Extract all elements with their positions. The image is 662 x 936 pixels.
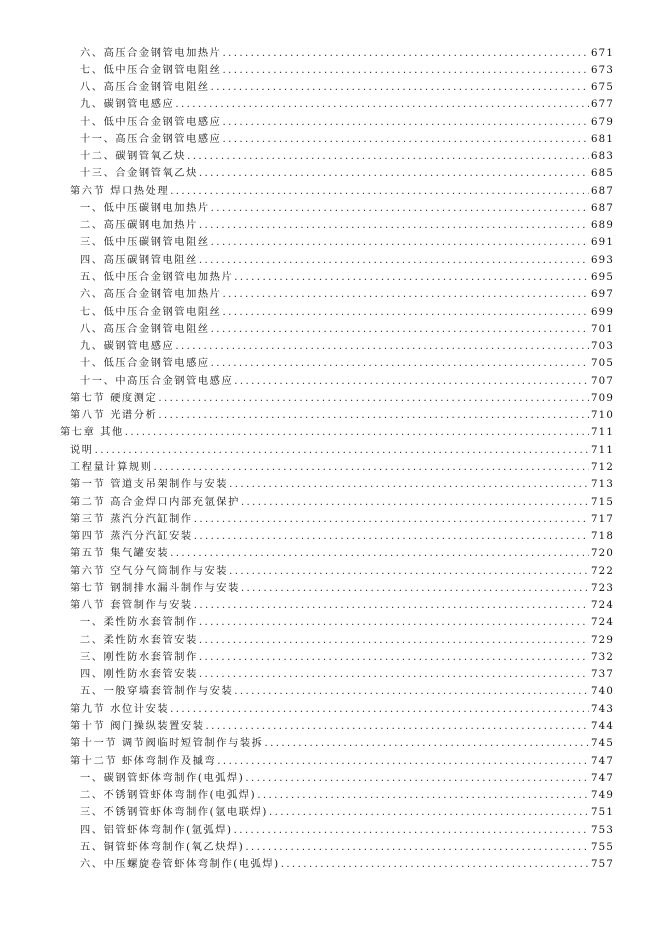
toc-dot-leader bbox=[199, 632, 589, 649]
toc-entry-title: 八、高压合金钢管电阻丝 bbox=[80, 323, 210, 335]
toc-entry-title: 第七节 硬度测定 bbox=[70, 392, 158, 404]
toc-entry bbox=[70, 753, 614, 770]
toc-entry bbox=[80, 96, 614, 113]
toc-entry-page: 691 bbox=[590, 237, 614, 249]
toc-entry bbox=[80, 787, 614, 804]
toc-dot-leader bbox=[199, 666, 589, 683]
toc-entry bbox=[80, 45, 614, 62]
toc-dot-leader bbox=[206, 718, 589, 735]
toc-entry-page: 743 bbox=[590, 703, 614, 715]
toc-entry-title: 七、低中压合金钢管电阻丝 bbox=[80, 64, 222, 76]
toc-entry-page: 699 bbox=[590, 306, 614, 318]
toc-entry-title: 第一节 管道支吊架制作与安装 bbox=[70, 479, 229, 491]
toc-entry bbox=[70, 442, 614, 459]
toc-entry bbox=[80, 165, 614, 182]
toc-entry-title: 六、高压合金钢管电加热片 bbox=[80, 289, 222, 301]
toc-entry-page: 679 bbox=[590, 116, 614, 128]
toc-entry-page: 747 bbox=[590, 772, 614, 784]
toc-dot-leader bbox=[199, 165, 589, 182]
toc-entry-page: 687 bbox=[590, 185, 614, 197]
toc-dot-leader bbox=[194, 528, 589, 545]
toc-entry-page: 744 bbox=[590, 721, 614, 733]
toc-entry-title: 十二、碳钢管氧乙炔 bbox=[80, 151, 187, 163]
toc-entry bbox=[70, 528, 614, 545]
toc-dot-leader bbox=[170, 701, 589, 718]
toc-entry bbox=[80, 252, 614, 269]
toc-dot-leader bbox=[199, 614, 589, 631]
toc-entry-title: 九、碳钢管电感应 bbox=[80, 341, 175, 353]
toc-entry-page: 745 bbox=[590, 738, 614, 750]
toc-entry-page: 751 bbox=[590, 807, 614, 819]
toc-entry-page: 749 bbox=[590, 790, 614, 802]
toc-entry bbox=[70, 563, 614, 580]
toc-entry-title: 第五节 集气罐安装 bbox=[70, 548, 170, 560]
toc-entry-title: 第六节 空气分气筒制作与安装 bbox=[70, 565, 229, 577]
toc-entry-title: 七、低中压合金钢管电阻丝 bbox=[80, 306, 222, 318]
toc-entry-title: 二、高压碳钢电加热片 bbox=[80, 220, 198, 232]
toc-entry bbox=[70, 390, 614, 407]
toc-entry bbox=[70, 476, 614, 493]
toc-dot-leader bbox=[217, 753, 589, 770]
toc-entry-page: 697 bbox=[590, 289, 614, 301]
toc-dot-leader bbox=[222, 114, 589, 131]
toc-dot-leader bbox=[187, 148, 589, 165]
toc-dot-leader bbox=[241, 580, 589, 597]
toc-entry-page: 681 bbox=[590, 133, 614, 145]
toc-dot-leader bbox=[211, 79, 589, 96]
toc-entry bbox=[80, 131, 614, 148]
toc-entry bbox=[80, 770, 614, 787]
toc-entry-title: 四、铝管虾体弯制作(氩弧焊) bbox=[80, 824, 233, 836]
toc-entry-page: 757 bbox=[590, 859, 614, 871]
toc-entry-title: 说明 bbox=[70, 444, 94, 456]
toc-entry bbox=[80, 217, 614, 234]
toc-entry-page: 715 bbox=[590, 496, 614, 508]
toc-entry-title: 二、不锈钢管虾体弯制作(电弧焊) bbox=[80, 790, 257, 802]
toc-entry-title: 十一、高压合金钢管电感应 bbox=[80, 133, 222, 145]
toc-dot-leader bbox=[175, 96, 589, 113]
toc-entry-page: 693 bbox=[590, 254, 614, 266]
toc-entry-title: 三、不锈钢管虾体弯制作(氩电联焊) bbox=[80, 807, 268, 819]
toc-entry bbox=[70, 580, 614, 597]
toc-entry-title: 四、刚性防水套管安装 bbox=[80, 669, 198, 681]
toc-entry-title: 十三、合金钢管氧乙炔 bbox=[80, 168, 198, 180]
toc-dot-leader bbox=[234, 373, 589, 390]
toc-entry bbox=[70, 494, 614, 511]
toc-entry-page: 711 bbox=[590, 444, 614, 456]
toc-entry bbox=[80, 822, 614, 839]
toc-dot-leader bbox=[199, 649, 589, 666]
toc-entry-page: 687 bbox=[590, 202, 614, 214]
toc-entry bbox=[80, 355, 614, 372]
toc-entry bbox=[80, 804, 614, 821]
toc-dot-leader bbox=[125, 424, 589, 441]
toc-dot-leader bbox=[95, 442, 589, 459]
toc-entry-title: 工程量计算规则 bbox=[70, 461, 153, 473]
toc-entry-title: 第八节 套管制作与安装 bbox=[70, 600, 193, 612]
toc-entry-title: 四、高压碳钢管电阻丝 bbox=[80, 254, 198, 266]
toc-entry-title: 六、中压螺旋卷管虾体弯制作(电弧焊) bbox=[80, 859, 280, 871]
toc-entry-title: 三、低中压碳钢管电阻丝 bbox=[80, 237, 210, 249]
toc-entry-title: 六、高压合金钢管电加热片 bbox=[80, 47, 222, 59]
toc-entry bbox=[80, 114, 614, 131]
toc-entry-page: 677 bbox=[590, 99, 614, 111]
toc-entry-title: 第九节 水位计安装 bbox=[70, 703, 170, 715]
toc-entry-page: 675 bbox=[590, 82, 614, 94]
toc-entry-page: 701 bbox=[590, 323, 614, 335]
toc-entry-title: 八、高压合金钢管电阻丝 bbox=[80, 82, 210, 94]
toc-dot-leader bbox=[211, 200, 589, 217]
toc-dot-leader bbox=[199, 217, 589, 234]
toc-dot-leader bbox=[211, 321, 589, 338]
toc-entry-page: 717 bbox=[590, 513, 614, 525]
toc-entry bbox=[80, 304, 614, 321]
toc-entry-title: 第三节 蒸汽分汽缸制作 bbox=[70, 513, 193, 525]
toc-entry-title: 第六节 焊口热处理 bbox=[70, 185, 170, 197]
toc-dot-leader bbox=[222, 45, 589, 62]
toc-dot-leader bbox=[170, 545, 589, 562]
toc-entry-page: 710 bbox=[590, 410, 614, 422]
toc-dot-leader bbox=[245, 770, 589, 787]
toc-entry-page: 724 bbox=[590, 617, 614, 629]
toc-entry-page: 723 bbox=[590, 582, 614, 594]
toc-dot-leader bbox=[211, 355, 589, 372]
toc-entry bbox=[80, 148, 614, 165]
toc-dot-leader bbox=[158, 390, 589, 407]
toc-entry-page: 689 bbox=[590, 220, 614, 232]
toc-entry bbox=[80, 856, 614, 873]
toc-entry-page: 747 bbox=[590, 755, 614, 767]
toc-dot-leader bbox=[257, 787, 589, 804]
toc-entry-title: 九、碳钢管电感应 bbox=[80, 99, 175, 111]
toc-dot-leader bbox=[229, 563, 589, 580]
toc-dot-leader bbox=[229, 476, 589, 493]
toc-entry bbox=[70, 597, 614, 614]
toc-entry-title: 十、低压合金钢管电感应 bbox=[80, 358, 210, 370]
toc-dot-leader bbox=[222, 286, 589, 303]
toc-entry bbox=[80, 338, 614, 355]
toc-entry bbox=[70, 407, 614, 424]
toc-entry-page: 755 bbox=[590, 841, 614, 853]
toc-entry-title: 第四节 蒸汽分汽缸安装 bbox=[70, 531, 193, 543]
toc-dot-leader bbox=[222, 62, 589, 79]
toc-entry bbox=[80, 321, 614, 338]
toc-entry bbox=[70, 183, 614, 200]
toc-entry bbox=[70, 511, 614, 528]
toc-entry bbox=[70, 459, 614, 476]
toc-entry bbox=[80, 79, 614, 96]
toc-entry bbox=[80, 614, 614, 631]
toc-entry-page: 724 bbox=[590, 600, 614, 612]
toc-dot-leader bbox=[241, 494, 589, 511]
toc-entry bbox=[80, 269, 614, 286]
toc-entry-title: 第八节 光谱分析 bbox=[70, 410, 158, 422]
toc-dot-leader bbox=[281, 856, 589, 873]
toc-entry-title: 五、铜管虾体弯制作(氧乙炔焊) bbox=[80, 841, 245, 853]
toc-entry-title: 第十节 阀门操纵装置安装 bbox=[70, 721, 205, 733]
toc-dot-leader bbox=[154, 459, 589, 476]
toc-entry-title: 一、柔性防水套管制作 bbox=[80, 617, 198, 629]
toc-dot-leader bbox=[194, 597, 589, 614]
toc-entry bbox=[70, 718, 614, 735]
toc-entry-title: 第七节 钢制排水漏斗制作与安装 bbox=[70, 582, 240, 594]
toc-dot-leader bbox=[158, 407, 589, 424]
toc-dot-leader bbox=[194, 511, 589, 528]
toc-entry bbox=[80, 632, 614, 649]
toc-entry-page: 709 bbox=[590, 392, 614, 404]
toc-entry-title: 二、柔性防水套管安装 bbox=[80, 634, 198, 646]
toc-entry-title: 第十二节 虾体弯制作及摵弯 bbox=[70, 755, 217, 767]
toc-entry-page: 683 bbox=[590, 151, 614, 163]
toc-entry bbox=[80, 286, 614, 303]
toc-entry-page: 713 bbox=[590, 479, 614, 491]
toc-entry-title: 第七章 其他 bbox=[60, 427, 124, 439]
toc-entry-page: 685 bbox=[590, 168, 614, 180]
toc-dot-leader bbox=[264, 735, 589, 752]
toc-entry bbox=[80, 62, 614, 79]
toc-entry-page: 711 bbox=[590, 427, 614, 439]
toc-entry-title: 三、刚性防水套管制作 bbox=[80, 651, 198, 663]
toc-entry-page: 718 bbox=[590, 531, 614, 543]
toc-entry-page: 705 bbox=[590, 358, 614, 370]
toc-entry-page: 753 bbox=[590, 824, 614, 836]
toc-entry bbox=[70, 545, 614, 562]
toc-entry bbox=[80, 666, 614, 683]
toc-entry-title: 十一、中高压合金钢管电感应 bbox=[80, 375, 234, 387]
toc-entry-page: 703 bbox=[590, 341, 614, 353]
toc-entry-page: 722 bbox=[590, 565, 614, 577]
toc-dot-leader bbox=[199, 252, 589, 269]
toc-dot-leader bbox=[245, 839, 589, 856]
toc-dot-leader bbox=[234, 822, 589, 839]
toc-dot-leader bbox=[175, 338, 589, 355]
toc-dot-leader bbox=[269, 804, 589, 821]
toc-entry-page: 695 bbox=[590, 272, 614, 283]
toc-entry-title: 十、低中压合金钢管电感应 bbox=[80, 116, 222, 128]
toc-dot-leader bbox=[170, 183, 589, 200]
toc-entry bbox=[70, 701, 614, 718]
toc-entry-title: 一、碳钢管虾体弯制作(电弧焊) bbox=[80, 772, 245, 784]
toc-entry-page: 737 bbox=[590, 669, 614, 681]
toc-entry bbox=[80, 200, 614, 217]
toc-entry-title: 第二节 高合金焊口内部充氩保护 bbox=[70, 496, 240, 508]
toc-entry-page: 729 bbox=[590, 634, 614, 646]
toc-entry-title: 五、低中压合金钢管电加热片 bbox=[80, 272, 234, 283]
toc-entry-page: 720 bbox=[590, 548, 614, 560]
toc-entry bbox=[70, 735, 614, 752]
toc-entry-page: 712 bbox=[590, 461, 614, 473]
toc-dot-leader bbox=[211, 234, 589, 251]
toc-dot-leader bbox=[222, 131, 589, 148]
toc-entry-page: 673 bbox=[590, 64, 614, 76]
toc-entry-page: 740 bbox=[590, 686, 614, 698]
toc-entry bbox=[80, 683, 614, 700]
toc-entry-page: 732 bbox=[590, 651, 614, 663]
toc-entry bbox=[80, 839, 614, 856]
toc-entry bbox=[80, 234, 614, 251]
toc-entry-title: 第十一节 调节阀临时短管制作与装拆 bbox=[70, 738, 264, 750]
toc-dot-leader bbox=[234, 683, 589, 700]
toc-entry-page: 707 bbox=[590, 375, 614, 387]
toc-entry bbox=[80, 373, 614, 390]
toc-entry bbox=[80, 649, 614, 666]
toc-entry-page: 671 bbox=[590, 47, 614, 59]
toc-dot-leader bbox=[222, 304, 589, 321]
toc-entry-title: 一、低中压碳钢电加热片 bbox=[80, 202, 210, 214]
toc-dot-leader bbox=[234, 269, 589, 286]
toc-entry bbox=[60, 424, 614, 441]
toc-entry-title: 五、一般穿墙套管制作与安装 bbox=[80, 686, 234, 698]
